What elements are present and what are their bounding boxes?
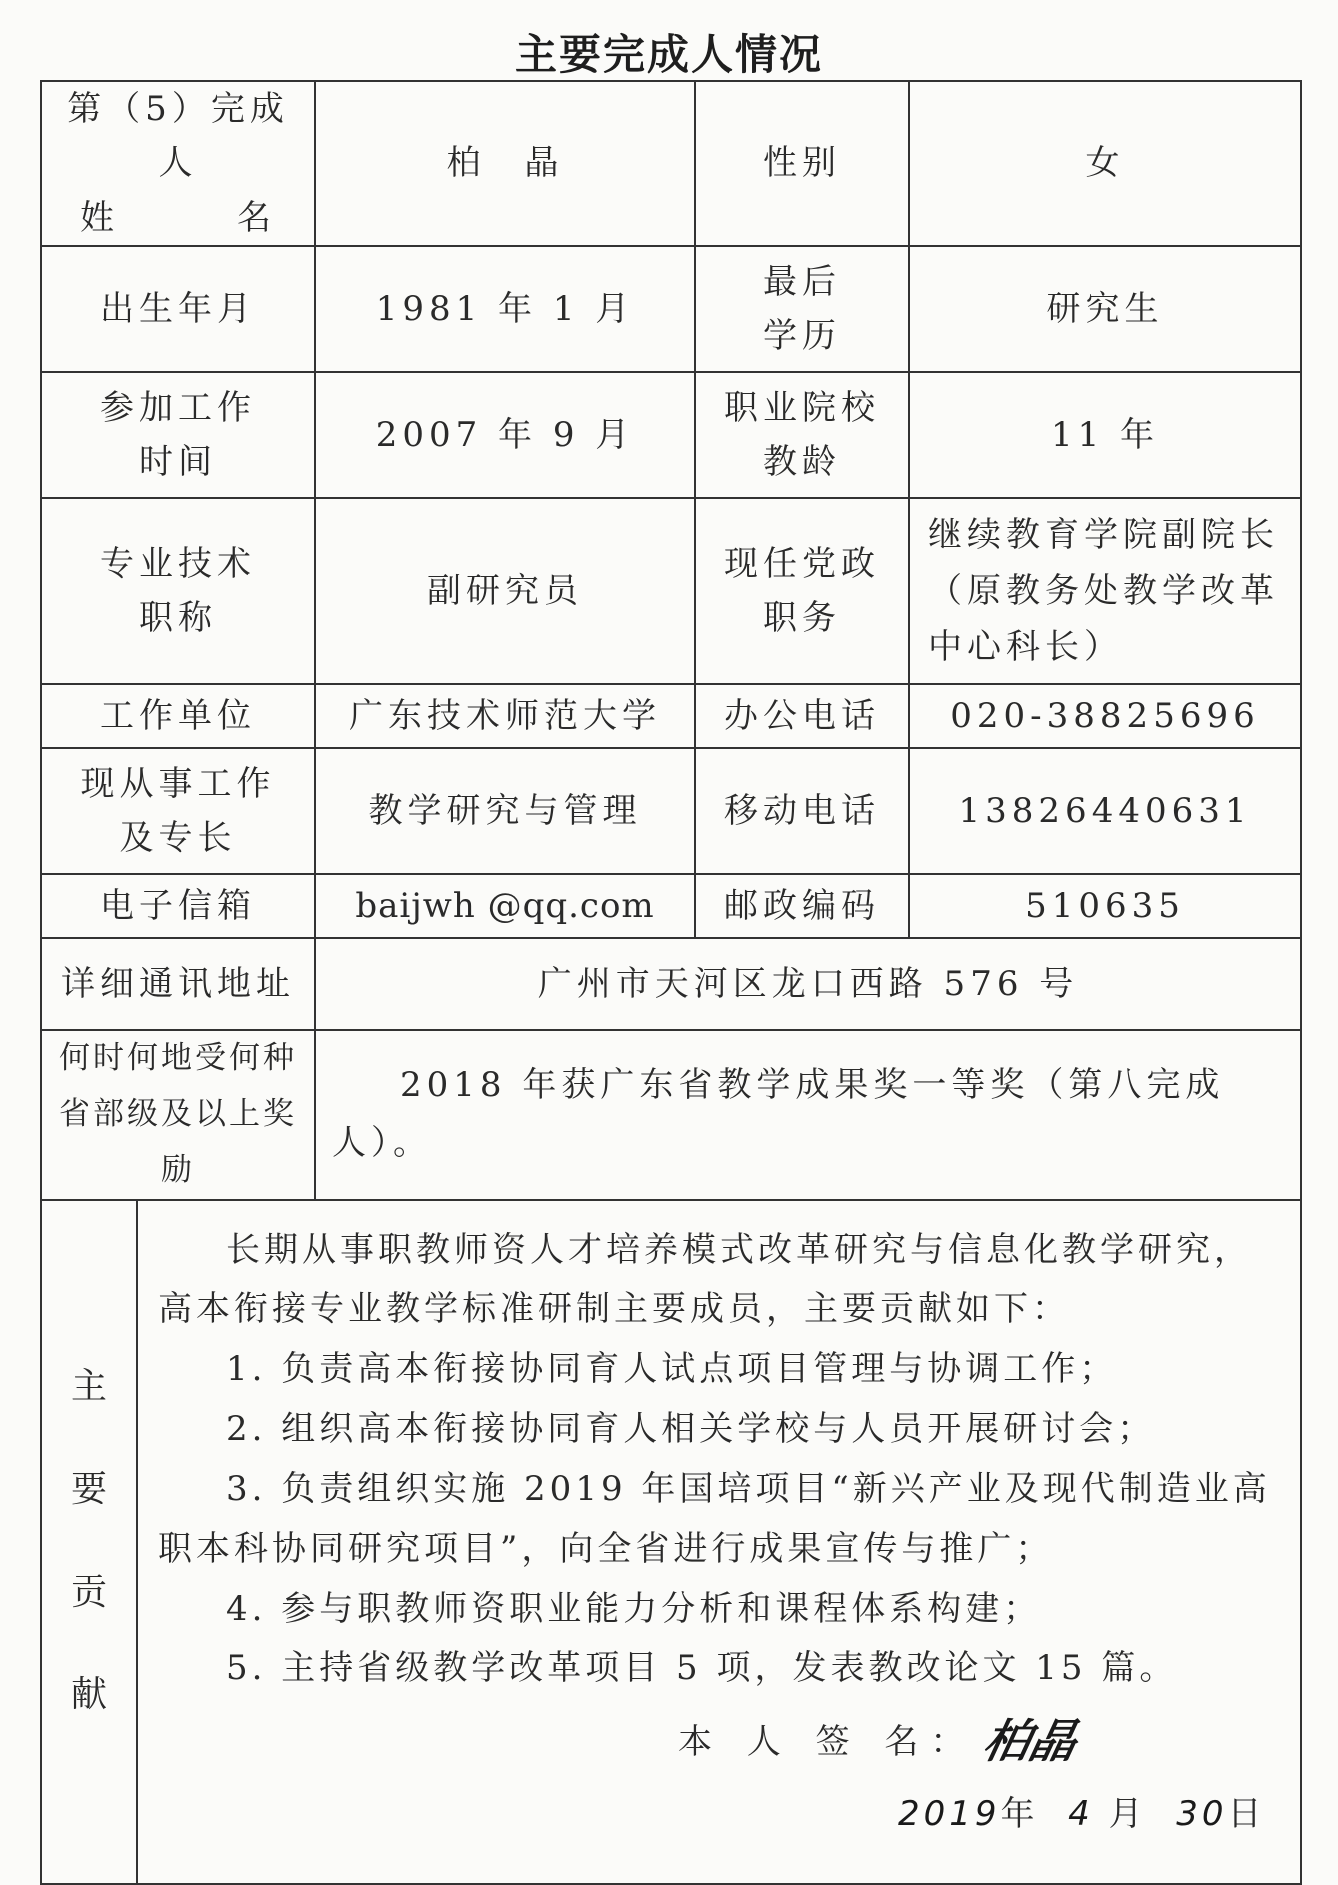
- handwritten-signature: 柏晶: [978, 1714, 1083, 1769]
- email-value: baijwh @qq.com: [315, 874, 695, 938]
- mobile-value: 13826440631: [909, 748, 1301, 874]
- contribution-item: 4. 参与职教师资职业能力分析和课程体系构建；: [226, 1588, 1042, 1629]
- contribution-item: 3. 负责组织实施 2019 年国培项目“新兴产业及现代制造业高职本科协同研究项目”，向全省进行成果宣传与推广；: [158, 1468, 1271, 1569]
- mobile-label: 移动电话: [695, 748, 909, 874]
- email-label: 电子信箱: [41, 874, 315, 938]
- contribution-label-char: 贡: [70, 1571, 107, 1613]
- teaching-age-label-cell: [695, 372, 909, 498]
- name-label-char-1: 姓: [80, 197, 119, 238]
- signature-date: [158, 1787, 1284, 1841]
- office-phone-value: 020-38825696: [909, 684, 1301, 748]
- table-row: [41, 1200, 1301, 1884]
- contribution-label-char: 主: [70, 1366, 107, 1408]
- work-start-value: 2007 年 9 月: [315, 372, 695, 498]
- gender-value: 女: [909, 81, 1301, 246]
- date-month-unit: 月: [1108, 1793, 1147, 1834]
- name-label-char-2: 名: [237, 197, 277, 238]
- current-work-label-line2: 及专长: [119, 818, 237, 859]
- date-day: 30: [1176, 1793, 1228, 1834]
- position-label-cell: [695, 498, 909, 684]
- teaching-age-label-line1: 职业院校: [724, 387, 881, 428]
- contribution-item: 1. 负责高本衔接协同育人试点项目管理与协调工作；: [226, 1349, 1118, 1390]
- position-value: 继续教育学院副院长（原教务处教学改革中心科长）: [909, 498, 1301, 684]
- contribution-label-cell: [41, 1200, 137, 1884]
- birth-label: 出生年月: [41, 246, 315, 372]
- date-day-unit: 日: [1227, 1793, 1266, 1834]
- position-label-line1: 现任党政: [724, 543, 881, 584]
- postcode-label: 邮政编码: [695, 874, 909, 938]
- postcode-value: 510635: [909, 874, 1301, 938]
- position-label-line2: 职务: [763, 598, 842, 639]
- table-row: [41, 938, 1301, 1030]
- contribution-intro: 长期从事职教师资人才培养模式改革研究与信息化教学研究，高本衔接专业教学标准研制主要成员，主要贡献如下：: [158, 1229, 1252, 1330]
- date-month: 4: [1068, 1793, 1094, 1834]
- professional-title-label-cell: [41, 498, 315, 684]
- professional-title-value: 副研究员: [315, 498, 695, 684]
- education-label-line2: 学历: [763, 316, 842, 357]
- award-label-line2: 省部级及以上奖励: [59, 1095, 297, 1188]
- education-label-line1: 最后: [763, 261, 842, 302]
- name-label-cell: [41, 81, 315, 246]
- table-row: [41, 372, 1301, 498]
- award-label-cell: [41, 1030, 315, 1199]
- name-label-line2: [50, 191, 306, 245]
- employer-value: 广东技术师范大学: [315, 684, 695, 748]
- table-row: [41, 246, 1301, 372]
- name-value: 柏 晶: [315, 81, 695, 246]
- work-start-label-line2: 时间: [139, 442, 217, 483]
- table-row: [41, 874, 1301, 938]
- work-start-label-cell: [41, 372, 315, 498]
- table-row: [41, 498, 1301, 684]
- contribution-item: 5. 主持省级教学改革项目 5 项，发表教改论文 15 篇。: [226, 1648, 1178, 1689]
- address-value: 广州市天河区龙口西路 576 号: [315, 938, 1301, 1030]
- professional-title-label-line1: 专业技术: [100, 543, 256, 584]
- signature-label: 本 人 签 名：: [678, 1721, 977, 1762]
- teaching-age-label-line2: 教龄: [763, 442, 842, 483]
- current-work-value: 教学研究与管理: [315, 748, 695, 874]
- table-row: [41, 748, 1301, 874]
- employer-label: 工作单位: [41, 684, 315, 748]
- professional-title-label-line2: 职称: [139, 598, 217, 639]
- contribution-content: [137, 1200, 1301, 1884]
- award-label-line1: 何时何地受何种: [59, 1040, 297, 1077]
- current-work-label-line1: 现从事工作: [80, 763, 276, 804]
- page-title: 主要完成人情况: [514, 30, 823, 79]
- contribution-label-char: 献: [70, 1674, 107, 1716]
- table-row: [41, 1030, 1301, 1199]
- table-row: [41, 684, 1301, 748]
- table-row: [41, 81, 1301, 246]
- completer-info-table: [40, 80, 1302, 1885]
- date-year-unit: 年: [1000, 1793, 1039, 1834]
- contribution-item: 2. 组织高本衔接协同育人相关学校与人员开展研讨会；: [226, 1409, 1156, 1450]
- address-label: 详细通讯地址: [41, 938, 315, 1030]
- teaching-age-value: 11 年: [909, 372, 1301, 498]
- office-phone-label: 办公电话: [695, 684, 909, 748]
- gender-label: 性别: [695, 81, 909, 246]
- signature-row: [158, 1705, 1284, 1779]
- contribution-label-char: 要: [70, 1468, 107, 1510]
- award-value: 2018 年获广东省教学成果奖一等奖（第八完成人）。: [315, 1030, 1301, 1199]
- work-start-label-line1: 参加工作: [100, 387, 256, 428]
- education-value: 研究生: [909, 246, 1301, 372]
- education-label-cell: [695, 246, 909, 372]
- date-year: 2019: [898, 1793, 1001, 1834]
- name-label-line1: 第（5）完成人: [67, 89, 289, 184]
- birth-value: 1981 年 1 月: [315, 246, 695, 372]
- current-work-label-cell: [41, 748, 315, 874]
